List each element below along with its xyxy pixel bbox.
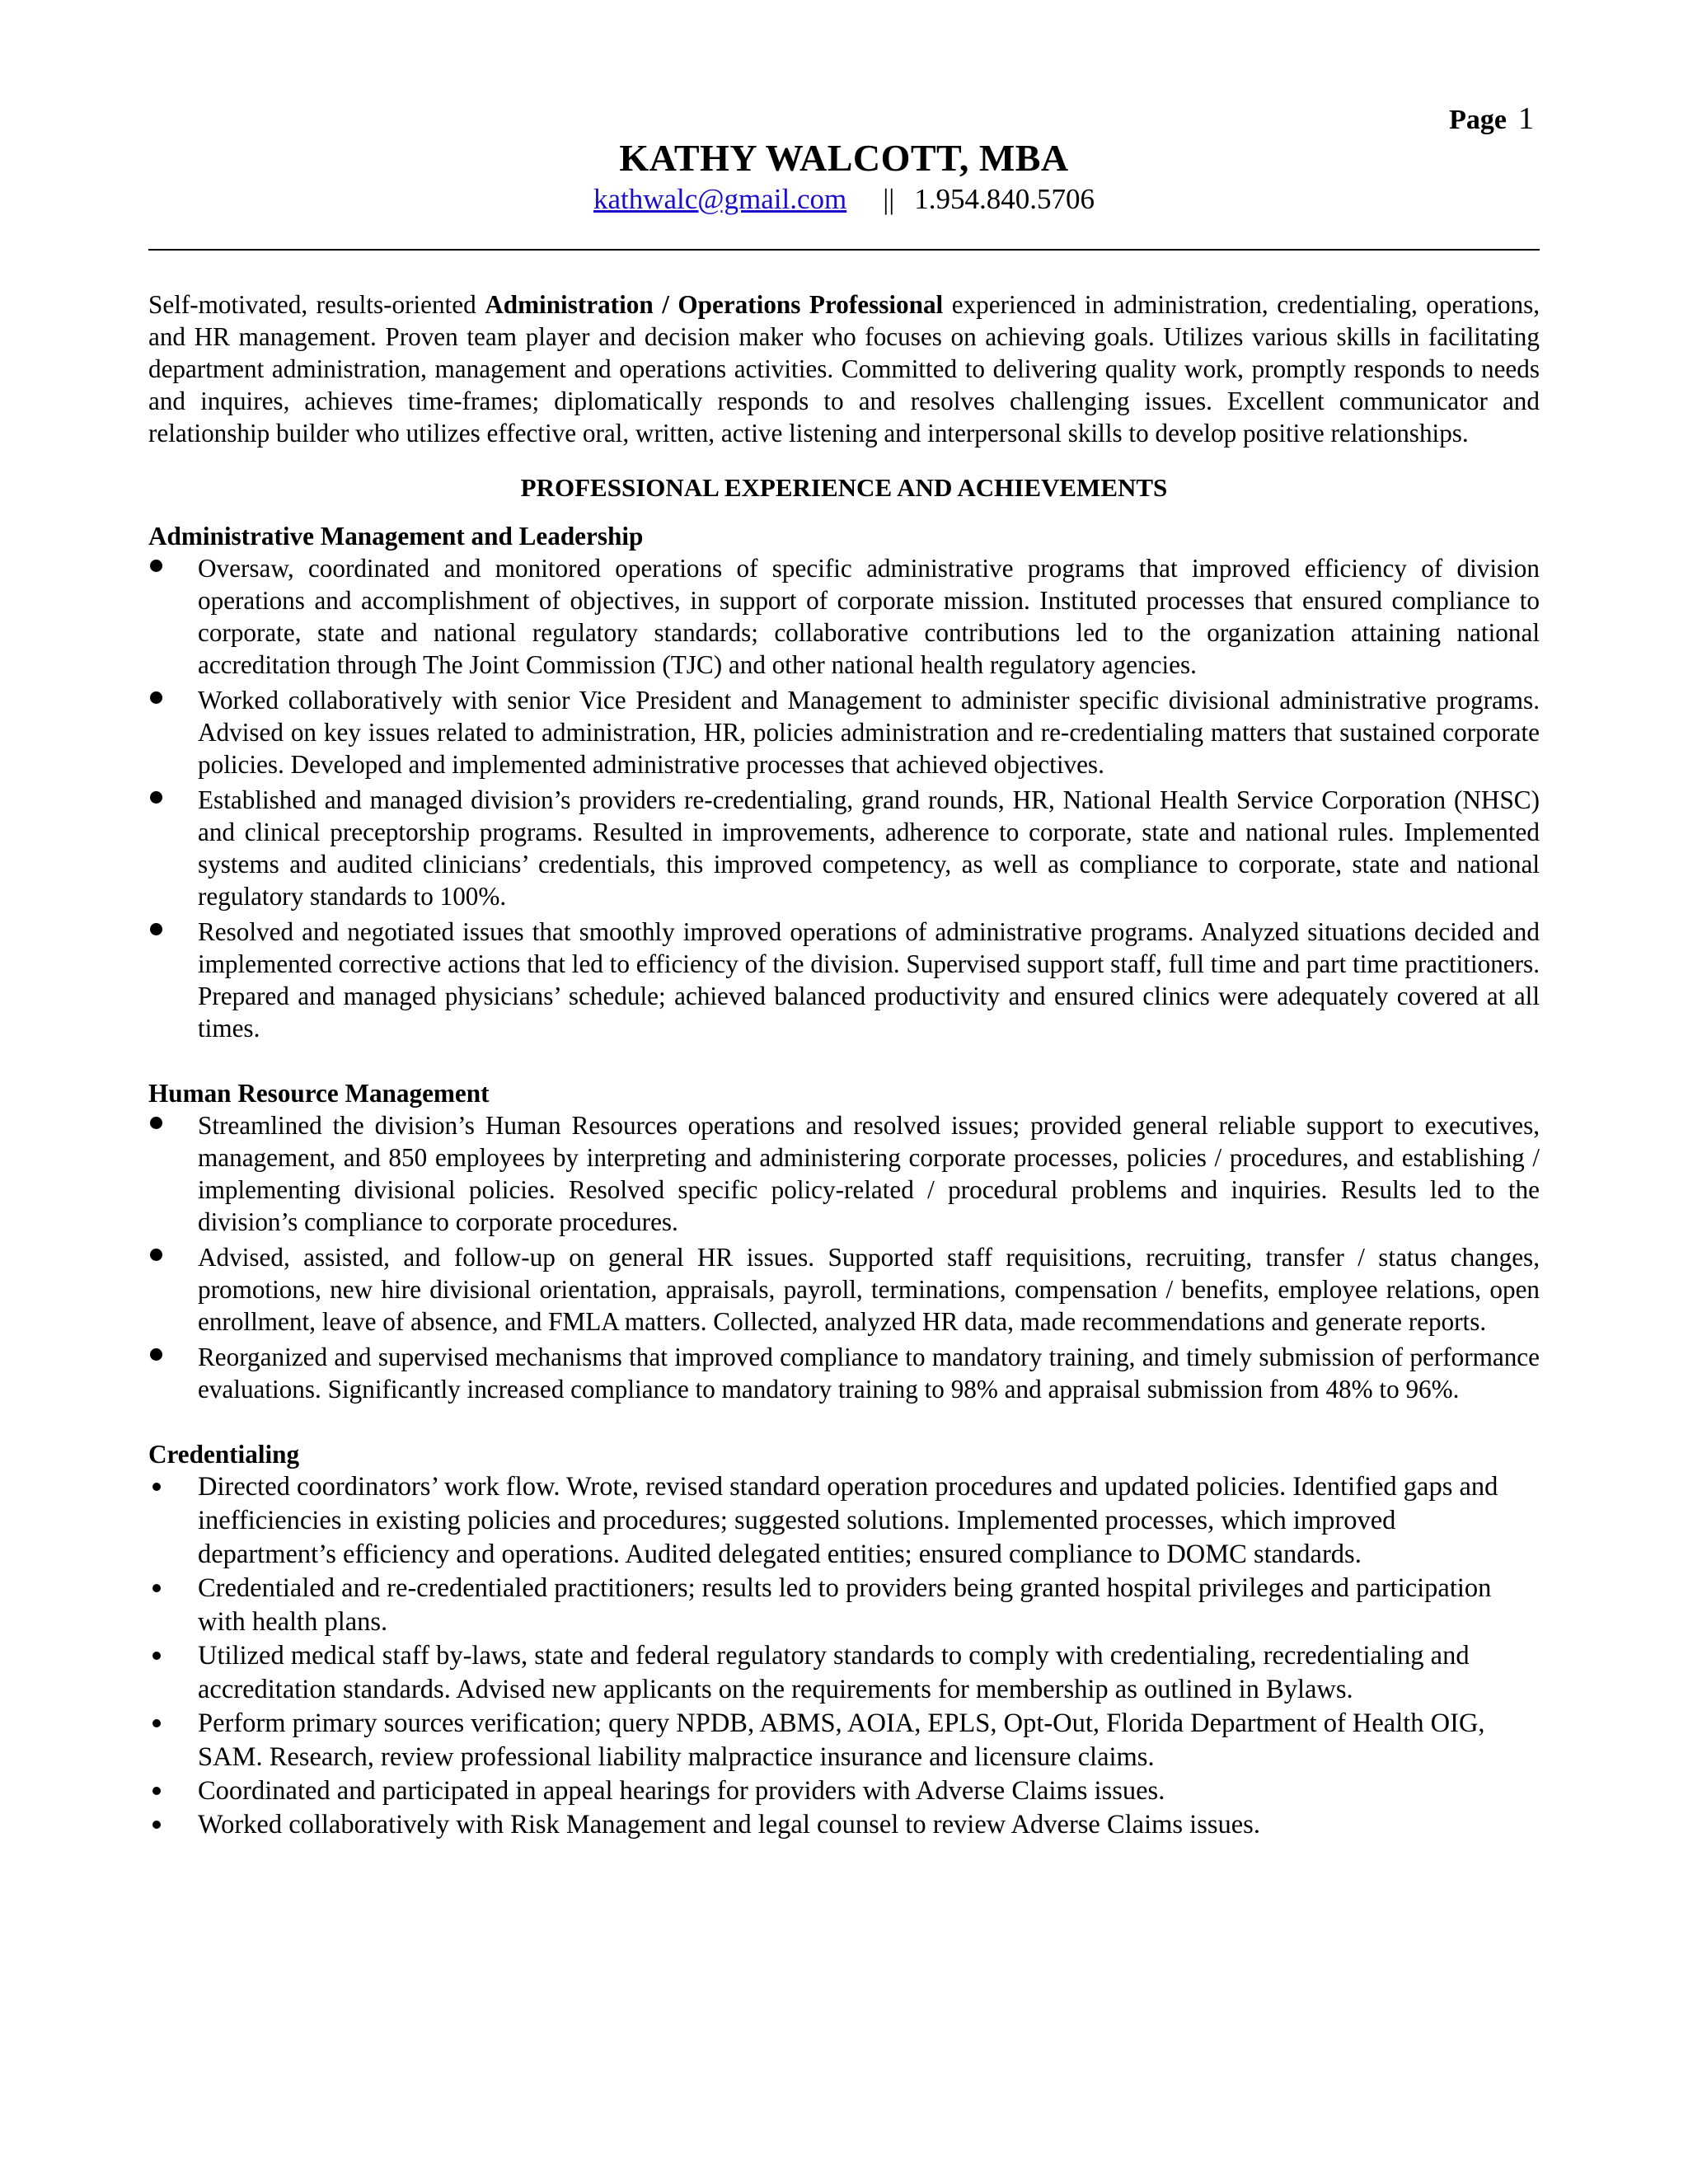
bullet-icon: [150, 791, 162, 804]
bullet-text: Worked collaboratively with Risk Management and legal counsel to review Adverse Claims issues.: [198, 1810, 1260, 1840]
email-link[interactable]: kathwalc@gmail.com: [593, 183, 847, 215]
list-item: [148, 1572, 1540, 1639]
list-item: [148, 916, 1540, 1044]
list-item: [148, 552, 1540, 681]
list-item: [148, 1109, 1540, 1238]
bullet-text: Coordinated and participated in appeal hearings for providers with Adverse Claims issues.: [198, 1776, 1165, 1806]
bullet-icon: [152, 1483, 161, 1491]
bullet-icon: [152, 1652, 161, 1660]
list-item: [148, 1707, 1540, 1774]
resume-body: [148, 288, 1540, 1845]
bullet-text: Reorganized and supervised mechanisms that improved compliance to mandatory training, and timely submission of performance evaluations. Significantly increased compliance to mandatory training to 98% and appraisal submission from 48% to 96%.: [198, 1343, 1540, 1404]
bullet-icon: [150, 1348, 162, 1361]
summary-intro: Self-motivated, results-oriented: [148, 290, 476, 319]
list-item: [148, 1639, 1540, 1707]
admin-section-title: Administrative Management and Leadership: [148, 522, 644, 551]
bullet-icon: [150, 1117, 162, 1129]
cred-bullet-list: [148, 1470, 1540, 1842]
bullet-text: Advised, assisted, and follow-up on general HR issues. Supported staff requisitions, recruiting, transfer / status changes, promotions, new hire divisional orientation, appraisals, payroll, terminations, compensation / benefits, employee relations, open enrollment, leave of absence, and FMLA matters. Collected, analyzed HR data, made recommendations and generate reports.: [198, 1243, 1540, 1336]
list-item: [148, 1341, 1540, 1405]
bullet-text: Perform primary sources verification; query NPDB, ABMS, AOIA, EPLS, Opt-Out, Florida Department of Health OIG, SAM. Research, review professional liability malpractice insurance and licensure claims.: [198, 1708, 1485, 1772]
list-item: [148, 1241, 1540, 1338]
hr-bullet-list: [148, 1109, 1540, 1405]
bullet-text: Credentialed and re-credentialed practitioners; results led to providers being granted hospital privileges and participation with health plans.: [198, 1573, 1492, 1637]
page-label: Page: [1449, 105, 1507, 135]
bullet-text: Utilized medical staff by-laws, state and federal regulatory standards to comply with credentialing, recredentialing and accreditation standards. Advised new applicants on the requirements for membership as outlined in Bylaws.: [198, 1641, 1470, 1704]
list-item: [148, 1808, 1540, 1842]
contact-separator: ||: [883, 183, 895, 215]
contact-line: [0, 181, 1688, 218]
bullet-text: Streamlined the division’s Human Resources operations and resolved issues; provided general reliable support to executives, management, and 850 employees by interpreting and administering corporate processes, policies / procedures, and establishing / implementing divisional policies. Resolved specific policy-related / procedural problems and inquiries. Results led to the division’s compliance to corporate procedures.: [198, 1111, 1540, 1236]
bullet-icon: [150, 1249, 162, 1261]
phone-number: 1.954.840.5706: [914, 183, 1095, 215]
experience-heading: PROFESSIONAL EXPERIENCE AND ACHIEVEMENTS: [520, 473, 1168, 502]
bullet-text: Oversaw, coordinated and monitored operations of specific administrative programs that improved efficiency of division operations and accomplishment of objectives, in support of corporate mission. Instituted processes that ensured compliance to corporate, state and national regulatory standards; collaborative contributions led to the organization attaining national accreditation through The Joint Commission (TJC) and other national health regulatory agencies.: [198, 554, 1540, 679]
list-item: [148, 784, 1540, 912]
header-divider: [148, 249, 1540, 251]
bullet-icon: [152, 1584, 161, 1592]
cred-section-title: Credentialing: [148, 1440, 300, 1469]
bullet-icon: [150, 560, 162, 572]
bullet-icon: [152, 1821, 161, 1829]
hr-section-title: Human Resource Management: [148, 1079, 490, 1108]
list-item: [148, 1470, 1540, 1572]
bullet-text: Resolved and negotiated issues that smoothly improved operations of administrative programs. Analyzed situations decided and implemented corrective actions that led to efficiency of the division. Supervised support staff, full time and part time practitioners. Prepared and managed physicians’ schedule; achieved balanced productivity and ensured clinics were adequately covered at all times.: [198, 917, 1540, 1043]
page-number-value: 1: [1518, 101, 1534, 136]
bullet-text: Directed coordinators’ work flow. Wrote, revised standard operation procedures and updated policies. Identified gaps and inefficiencies in existing policies and procedures; suggested solutions. Implemented processes, which improved department’s efficiency and operations. Audited delegated entities; ensured compliance to DOMC standards.: [198, 1472, 1498, 1569]
resume-header: [0, 135, 1688, 218]
candidate-name: KATHY WALCOTT, MBA: [619, 137, 1069, 179]
bullet-icon: [150, 923, 162, 935]
summary-title: Administration / Operations Professional: [485, 290, 944, 319]
bullet-text: Worked collaboratively with senior Vice President and Management to administer specific divisional administrative programs. Advised on key issues related to administration, HR, policies administration and re-credentialing matters that sustained corporate policies. Developed and implemented administrative processes that achieved objectives.: [198, 686, 1540, 779]
section-spacer: [148, 1408, 1540, 1438]
bullet-icon: [152, 1787, 161, 1795]
bullet-icon: [152, 1719, 161, 1727]
bullet-icon: [150, 691, 162, 704]
section-spacer: [148, 1047, 1540, 1077]
admin-bullet-list: [148, 552, 1540, 1044]
summary-body: experienced in administration, credentialing, operations, and HR management. Proven team player and decision maker who focuses on achieving goals. Utilizes various skills in facilitating department administration, management and operations activities. Committed to delivering quality work, promptly responds to needs and inquires, achieves time-frames; diplomatically responds to and resolves challenging issues. Excellent communicator and relationship builder who utilizes effective oral, written, active listening and interpersonal skills to develop positive relationships.: [148, 290, 1540, 448]
bullet-text: Established and managed division’s providers re-credentialing, grand rounds, HR, National Health Service Corporation (NHSC) and clinical preceptorship programs. Resulted in improvements, adherence to corporate, state and national rules. Implemented systems and audited clinicians’ credentials, this improved competency, as well as compliance to corporate, state and national regulatory standards to 100%.: [198, 785, 1540, 911]
list-item: [148, 1774, 1540, 1808]
page-number: [1449, 101, 1534, 137]
summary-paragraph: [148, 288, 1540, 449]
list-item: [148, 684, 1540, 780]
